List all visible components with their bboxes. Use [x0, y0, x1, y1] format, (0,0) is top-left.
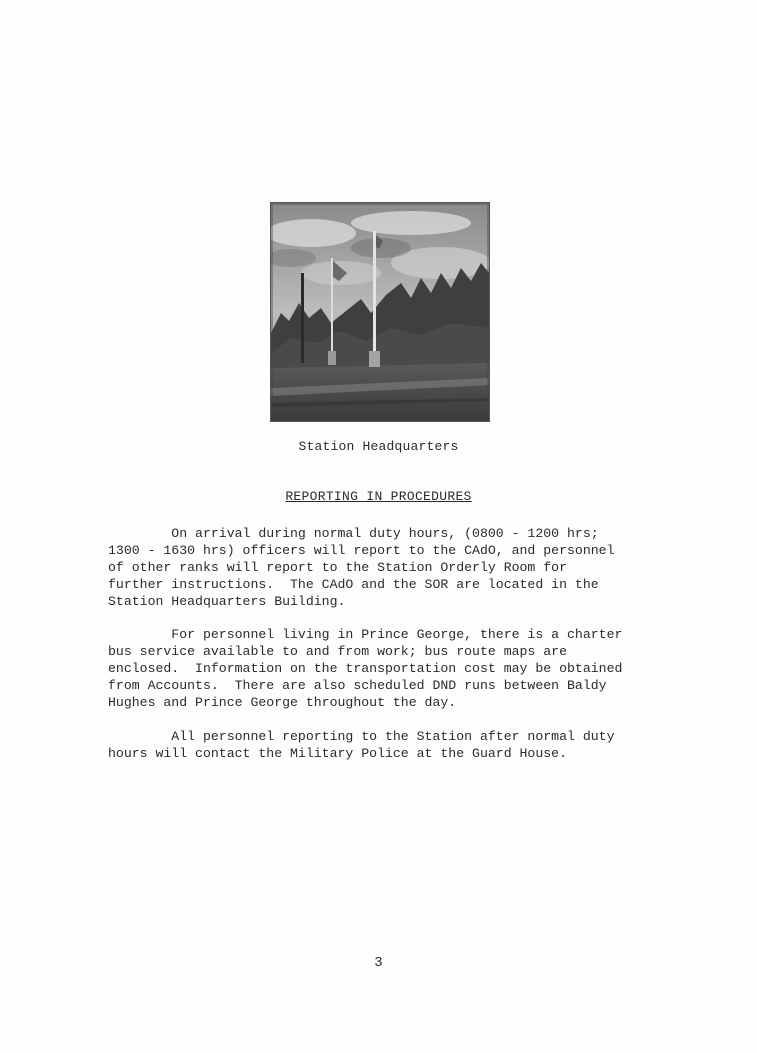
photo-image: [271, 203, 489, 421]
paragraph-after-hours: All personnel reporting to the Station after normal duty hours will contact the Military Police at the Guard House.: [108, 729, 615, 761]
paragraph-transportation: For personnel living in Prince George, there is a charter bus service available to and from work; bus route maps are enclosed. Information on the transportation cost may be obtained from Accounts. There are also scheduled DND runs between Baldy Hughes and Prince George throughout the day.: [108, 627, 623, 710]
paragraph-arrival: On arrival during normal duty hours, (0800 - 1200 hrs; 1300 - 1630 hrs) officers will report to the CAdO, and personnel of other ranks will report to the Station Orderly Room for further instructions. The CAdO and the SOR are located in the Station Headquarters Building.: [108, 526, 615, 609]
station-headquarters-photo: [270, 202, 490, 422]
photo-caption: Station Headquarters: [298, 439, 459, 454]
page-number: 3: [374, 955, 383, 971]
section-heading: REPORTING IN PROCEDURES: [285, 489, 472, 504]
